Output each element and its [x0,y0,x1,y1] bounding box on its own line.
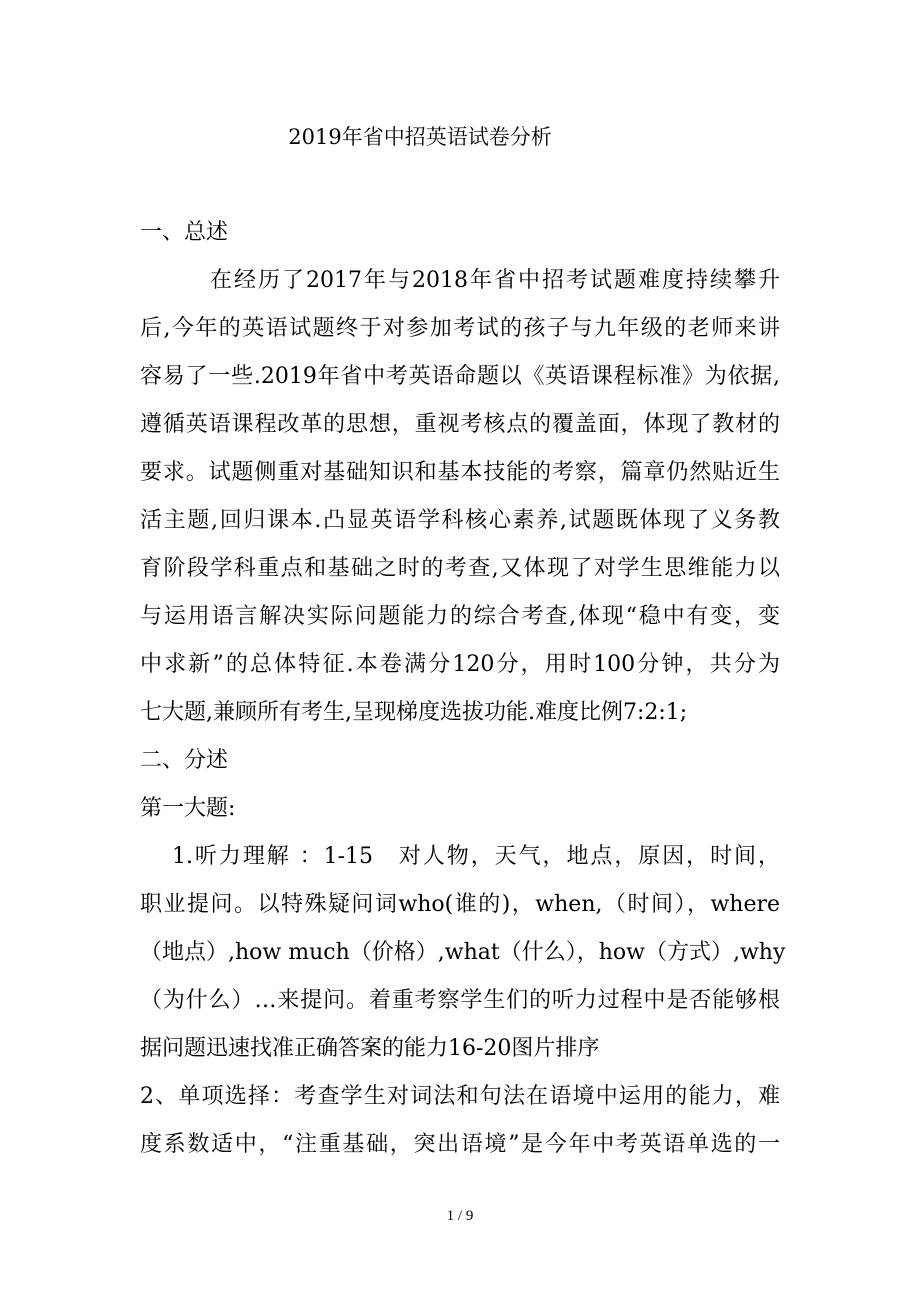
paragraph-line: 活主题,回归课本.凸显英语学科核心素养,试题既体现了义务教 [140,508,780,533]
paragraph-line: 据问题迅速找准正确答案的能力16-20图片排序 [140,1036,600,1061]
paragraph-line: 在经历了2017年与2018年省中招考试题难度持续攀升 [210,268,780,293]
subsection-heading: 第一大题: [140,796,236,821]
page-number: 1 / 9 [446,1208,474,1224]
paragraph-line: （为什么）…来提问。着重考察学生们的听力过程中是否能够根 [140,988,780,1013]
section-heading-overview: 一、总述 [140,220,229,245]
document-title: 2019年省中招英语试卷分析 [288,125,552,149]
paragraph-line: 容易了一些.2019年省中考英语命题以《英语课程标准》为依据, [140,364,780,389]
paragraph-line: 七大题,兼顾所有考生,呈现梯度选拔功能.难度比例7:2:1; [140,700,688,725]
paragraph-line: 育阶段学科重点和基础之时的考查,又体现了对学生思维能力以 [140,556,780,581]
paragraph-line: 遵循英语课程改革的思想，重视考核点的覆盖面，体现了教材的 [140,412,780,437]
paragraph-line: 2、单项选择：考查学生对词法和句法在语境中运用的能力，难 [140,1084,780,1109]
paragraph-line: 要求。试题侧重对基础知识和基本技能的考察，篇章仍然贴近生 [140,460,780,485]
paragraph-line: 与运用语言解决实际问题能力的综合考查,体现“稳中有变，变 [140,604,780,629]
paragraph-line: 1.听力理解 ：1-15 对人物，天气，地点，原因，时间， [172,844,780,869]
paragraph-line: 后,今年的英语试题终于对参加考试的孩子与九年级的老师来讲 [140,316,780,341]
paragraph-line: 中求新”的总体特征.本卷满分120分，用时100分钟，共分为 [140,652,780,677]
paragraph-line: 职业提问。以特殊疑问词who(谁的)，when,（时间），where [140,892,780,917]
paragraph-line: （地点）,how much（价格）,what（什么），how（方式）,why [140,940,786,965]
paragraph-line: 度系数适中，“注重基础，突出语境”是今年中考英语单选的一 [140,1132,780,1157]
section-heading-details: 二、分述 [140,748,229,773]
